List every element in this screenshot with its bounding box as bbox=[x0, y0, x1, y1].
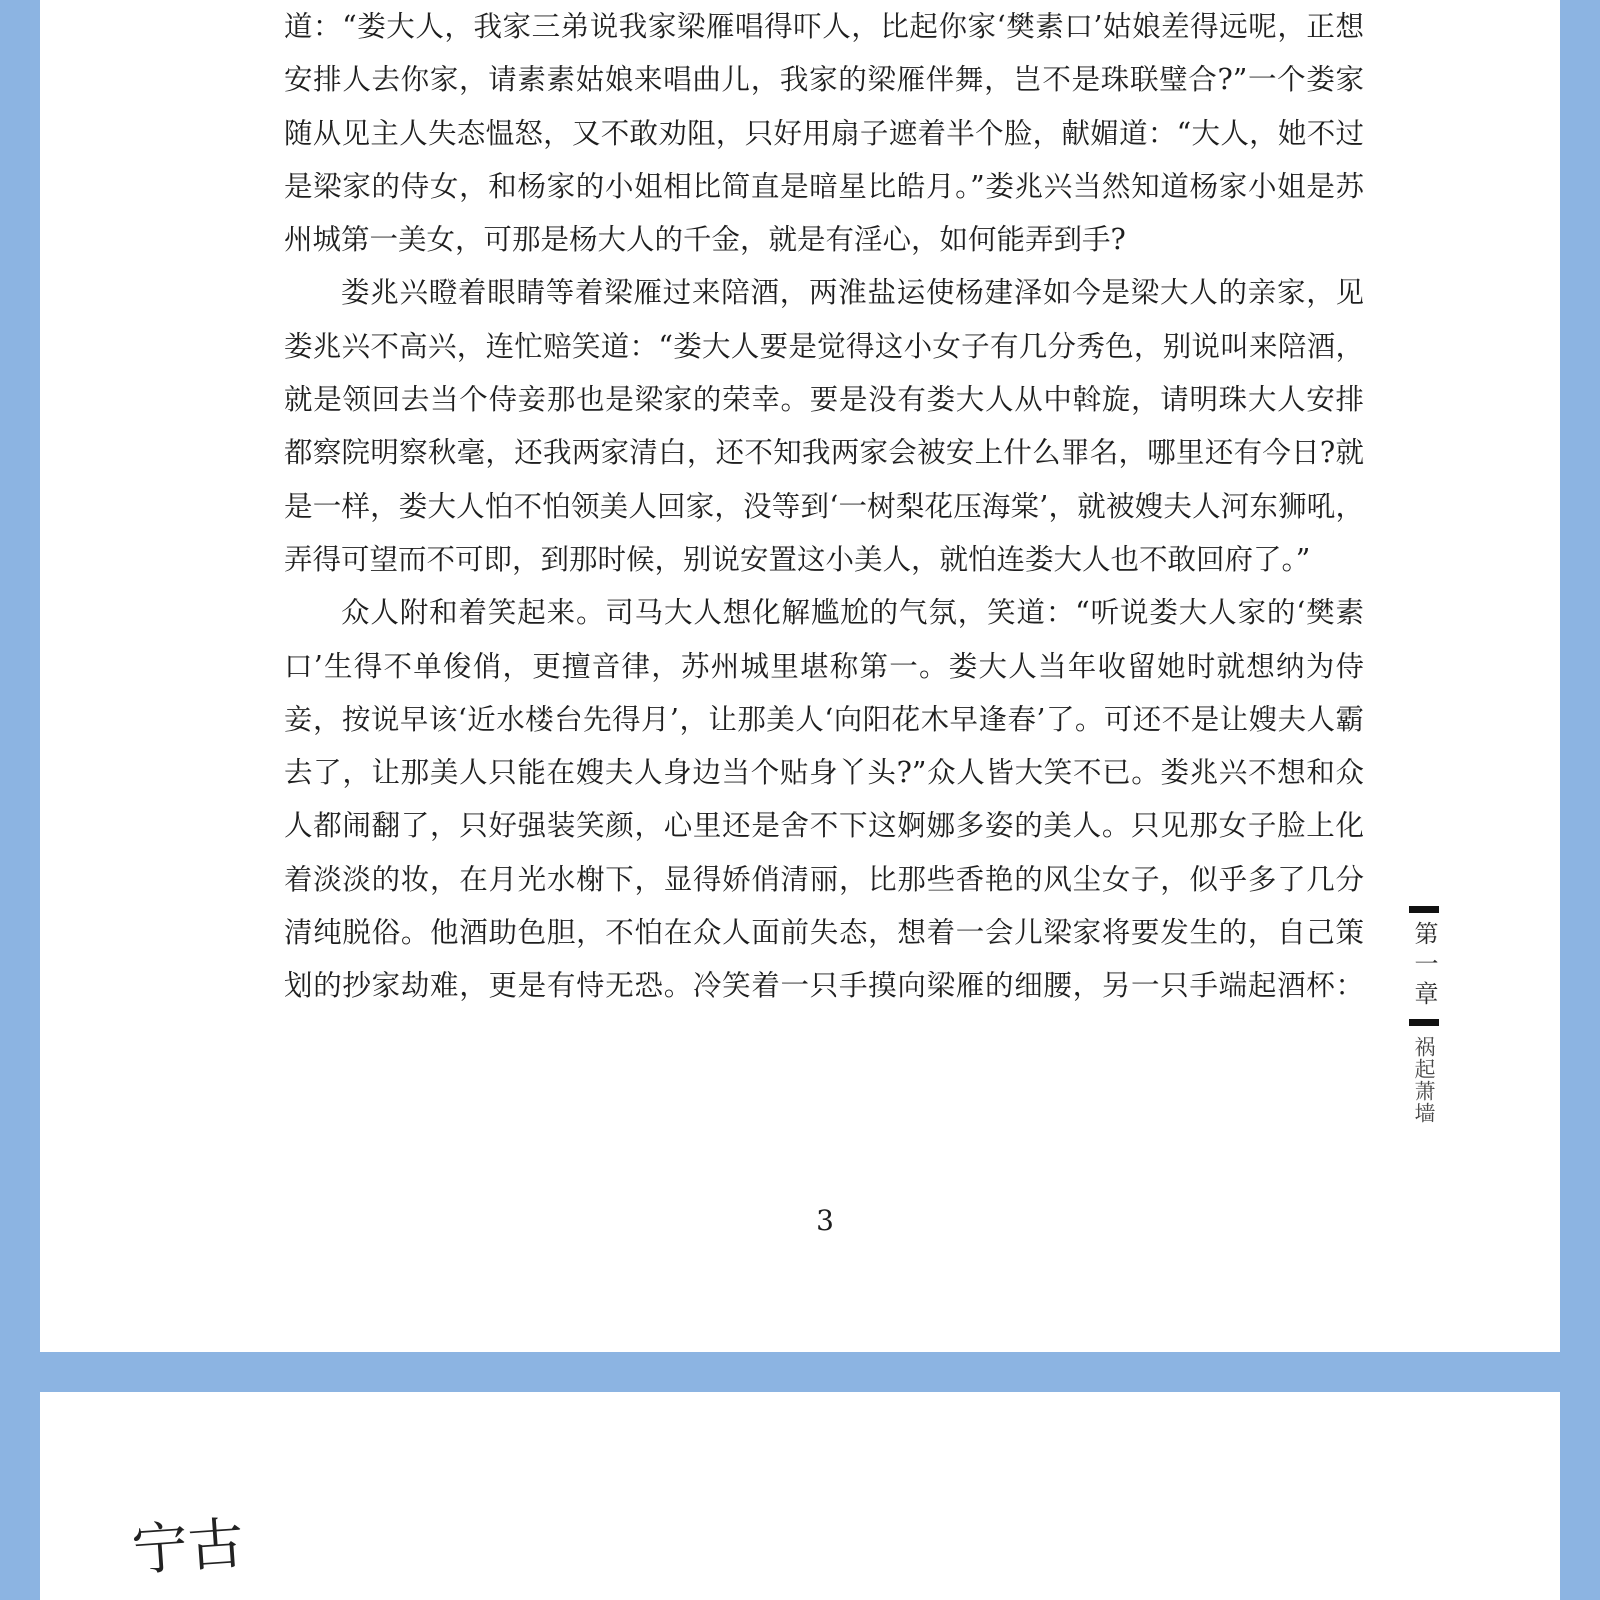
page-body-text bbox=[284, 0, 1364, 1013]
running-head-title: 祸起萧墙 bbox=[1412, 1036, 1436, 1124]
paragraph-continued: 道：“娄大人，我家三弟说我家梁雁唱得吓人，比起你家‘樊素口’姑娘差得远呢，正想安排人去你家，请素素姑娘来唱曲儿，我家的梁雁伴舞，岂不是珠联璧合?”一个娄家随从见主人失态愠怒，又不敢劝阻，只好用扇子遮着半个脸，献媚道：“大人，她不过是梁家的侍女，和杨家的小姐相比简直是暗星比皓月。”娄兆兴当然知道杨家小姐是苏州城第一美女，可那是杨大人的千金，就是有淫心，如何能弄到手? bbox=[284, 10, 1364, 257]
paragraph: 众人附和着笑起来。司马大人想化解尴尬的气氛，笑道：“听说娄大人家的‘樊素口’生得不单俊俏，更擅音律，苏州城里堪称第一。娄大人当年收留她时就想纳为侍妾，按说早该‘近水楼台先得月’，让那美人‘向阳花木早逢春’了。可还不是让嫂夫人霸去了，让那美人只能在嫂夫人身边当个贴身丫头?”众人皆大笑不已。娄兆兴不想和众人都闹翻了，只好强装笑颜，心里还是舍不下这婀娜多姿的美人。只见那女子脸上化着淡淡的妆，在月光水榭下，显得娇俏清丽，比那些香艳的风尘女子，似乎多了几分清纯脱俗。他酒助色胆，不怕在众人面前失态，想着一会儿梁家将要发生的，自己策划的抄家劫难，更是有恃无恐。冷笑着一只手摸向梁雁的细腰，另一只手端起酒杯： bbox=[284, 596, 1364, 1003]
running-head-bar-bottom bbox=[1409, 1019, 1439, 1026]
page-number: 3 bbox=[816, 1204, 834, 1237]
calligraphy-title-fragment: 宁古 bbox=[129, 1511, 247, 1584]
next-book-page bbox=[40, 1392, 1560, 1600]
paragraph: 娄兆兴瞪着眼睛等着梁雁过来陪酒，两淮盐运使杨建泽如今是梁大人的亲家，见娄兆兴不高兴，连忙赔笑道：“娄大人要是觉得这小女子有几分秀色，别说叫来陪酒，就是领回去当个侍妾那也是梁家的荣幸。要是没有娄大人从中斡旋，请明珠大人安排都察院明察秋毫，还我两家清白，还不知我两家会被安上什么罪名，哪里还有今日?就是一样，娄大人怕不怕领美人回家，没等到‘一树梨花压海棠’，就被嫂夫人河东狮吼，弄得可望而不可即，到那时候，别说安置这小美人，就怕连娄大人也不敢回府了。” bbox=[284, 276, 1364, 576]
running-head-chapter: 第一章 bbox=[1410, 921, 1438, 1011]
running-head bbox=[1408, 906, 1440, 1124]
running-head-bar-top bbox=[1409, 906, 1439, 913]
book-page bbox=[40, 0, 1560, 1352]
